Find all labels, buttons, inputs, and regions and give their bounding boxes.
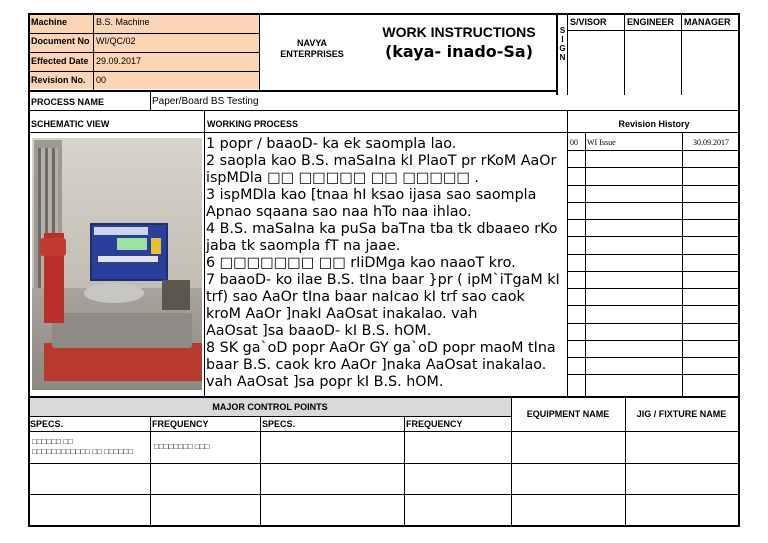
- photo-buttons: [98, 256, 158, 262]
- grid-line: [260, 417, 261, 526]
- control-spec-line: □□□□□□□□□□□□ □□ □□□□□□: [32, 447, 134, 456]
- step-line: 8 SK ga`oD popr AaOr GY ga`oD popr maoM tIna: [206, 340, 556, 356]
- working-steps: [206, 136, 564, 391]
- border-bottom: [28, 525, 740, 527]
- grid-line: [568, 150, 739, 151]
- step-line: 6 □□□□□□□ □□ rIiDMga kao naaoT kro.: [206, 255, 516, 271]
- process-name-value: Paper/Board BS Testing: [152, 96, 259, 107]
- step-line: 3 ispMDla kao [tnaa hI ksao ijasa sao saompla: [206, 187, 537, 203]
- grid-line: [568, 167, 739, 168]
- equipment-name-header: EQUIPMENT NAME: [526, 409, 610, 419]
- grid-line: [150, 92, 151, 110]
- revision-history-heading: Revision History: [618, 119, 690, 129]
- grid-line: [568, 340, 739, 341]
- grid-line: [567, 14, 568, 95]
- working-process-heading: WORKING PROCESS: [207, 119, 299, 129]
- frequency-header-1: FREQUENCY: [152, 419, 209, 429]
- step-line: AaOsat ]sa baaoD- kI B.S. hOM.: [206, 323, 432, 339]
- machine-photo: [32, 138, 202, 390]
- schematic-view-heading: SCHEMATIC VIEW: [31, 119, 110, 129]
- grid-line: [29, 71, 260, 72]
- step-line: baar B.S. caok kro AaOr ]naka AaOsat inakalao.: [206, 357, 547, 373]
- grid-line: [568, 202, 739, 203]
- photo-panel-label: [94, 227, 148, 235]
- step-line: jaba tk saompla fT na jaae.: [206, 238, 401, 254]
- revision-entry-desc: WI Issue: [587, 138, 616, 147]
- grid-line: [568, 30, 739, 31]
- grid-line: [568, 288, 739, 289]
- frequency-header-2: FREQUENCY: [406, 419, 463, 429]
- sign-letter: G: [559, 44, 566, 53]
- grid-line: [29, 90, 558, 92]
- grid-line: [568, 254, 739, 255]
- specs-header-1: SPECS.: [30, 419, 64, 429]
- border-top: [28, 13, 739, 15]
- grid-line: [29, 52, 260, 53]
- photo-clamp: [84, 283, 144, 303]
- role-manager: MANAGER: [684, 17, 731, 27]
- machine-label: Machine: [31, 17, 68, 27]
- grid-line: [568, 323, 739, 324]
- step-line: 2 saopla kao B.S. maSaIna kI PlaoT pr rKoM AaOr: [206, 153, 557, 169]
- control-spec-cell: [32, 437, 150, 457]
- company-line1: NAVYA: [296, 38, 327, 48]
- sign-letter: N: [559, 53, 566, 62]
- role-engineer: ENGINEER: [627, 17, 675, 27]
- grid-line: [29, 132, 739, 133]
- effected-date-value: 29.09.2017: [96, 56, 142, 66]
- grid-line: [681, 14, 682, 95]
- revision-entry-no: 00: [570, 138, 578, 147]
- photo-machine-base: [52, 313, 192, 348]
- jig-fixture-header: JIG / FIXTURE NAME: [636, 409, 727, 419]
- revision-no-value: 00: [96, 75, 107, 85]
- company-line2: ENTERPRISES: [280, 49, 344, 59]
- machine-value: B.S. Machine: [96, 17, 150, 27]
- grid-line: [404, 417, 405, 526]
- grid-line: [204, 111, 205, 397]
- document-title-hindi: (kaya- inado-Sa): [384, 42, 534, 61]
- step-line: 7 baaoD- ko ilae B.S. tIna baar }pr ( ipM`iTgaM kI: [206, 272, 560, 288]
- revision-no-label: Revision No.: [31, 75, 86, 85]
- company-name: [262, 38, 362, 60]
- grid-line: [568, 271, 739, 272]
- sign-letter: I: [561, 35, 564, 44]
- grid-line: [568, 374, 739, 375]
- grid-line: [29, 494, 739, 495]
- role-supervisor: S/VISOR: [570, 17, 607, 27]
- step-line: ispMDla □□ □□□□□ □□ □□□□□ .: [206, 170, 479, 186]
- grid-line: [624, 14, 625, 95]
- document-no-label: Document No: [31, 36, 90, 46]
- grid-line: [29, 416, 511, 417]
- grid-line: [568, 305, 739, 306]
- step-line: kroM AaOr ]nakI AaOsat inakalao. vah: [206, 306, 478, 322]
- sign-label: [558, 26, 567, 62]
- process-name-label: PROCESS NAME: [31, 97, 105, 107]
- control-frequency-cell: □□□□□□□□ □□□: [154, 442, 210, 451]
- step-line: vah AaOsat ]sa popr kI B.S. hOM.: [206, 374, 444, 390]
- grid-line: [29, 463, 739, 464]
- grid-line: [568, 185, 739, 186]
- grid-line: [625, 397, 626, 526]
- grid-line: [29, 33, 260, 34]
- grid-line: [150, 417, 151, 526]
- grid-line: [29, 396, 739, 398]
- photo-red-table: [44, 343, 202, 381]
- step-line: trf) sao AaOr tIna baar naIcao kI trf sao caok: [206, 289, 525, 305]
- border-right: [738, 13, 740, 527]
- specs-header-2: SPECS.: [262, 419, 296, 429]
- step-line: 4 B.S. maSaIna ka puSa baTna tba tk dbaaeo rKo: [206, 221, 558, 237]
- grid-line: [568, 236, 739, 237]
- photo-red-head: [40, 238, 66, 256]
- grid-line: [556, 14, 558, 95]
- control-spec-line: □□□□□□ □□: [32, 437, 73, 446]
- grid-line: [29, 110, 739, 111]
- sign-letter: S: [559, 26, 566, 35]
- step-line: Apnao sqaana sao naa hTo naa ihlao.: [206, 204, 472, 220]
- photo-display: [117, 238, 147, 250]
- document-no-value: WI/QC/02: [96, 36, 136, 46]
- document-title: WORK INSTRUCTIONS: [382, 24, 536, 40]
- grid-line: [568, 219, 739, 220]
- photo-switch: [151, 238, 161, 254]
- grid-line: [511, 397, 512, 526]
- grid-line: [568, 357, 739, 358]
- effected-date-label: Effected Date: [31, 56, 89, 66]
- control-points-title: MAJOR CONTROL POINTS: [212, 402, 328, 412]
- step-line: 1 popr / baaoD- ka ek saompla lao.: [206, 136, 457, 152]
- photo-gauge: [162, 280, 190, 310]
- grid-line: [29, 431, 739, 432]
- revision-entry-date: 30.09.2017: [693, 138, 729, 147]
